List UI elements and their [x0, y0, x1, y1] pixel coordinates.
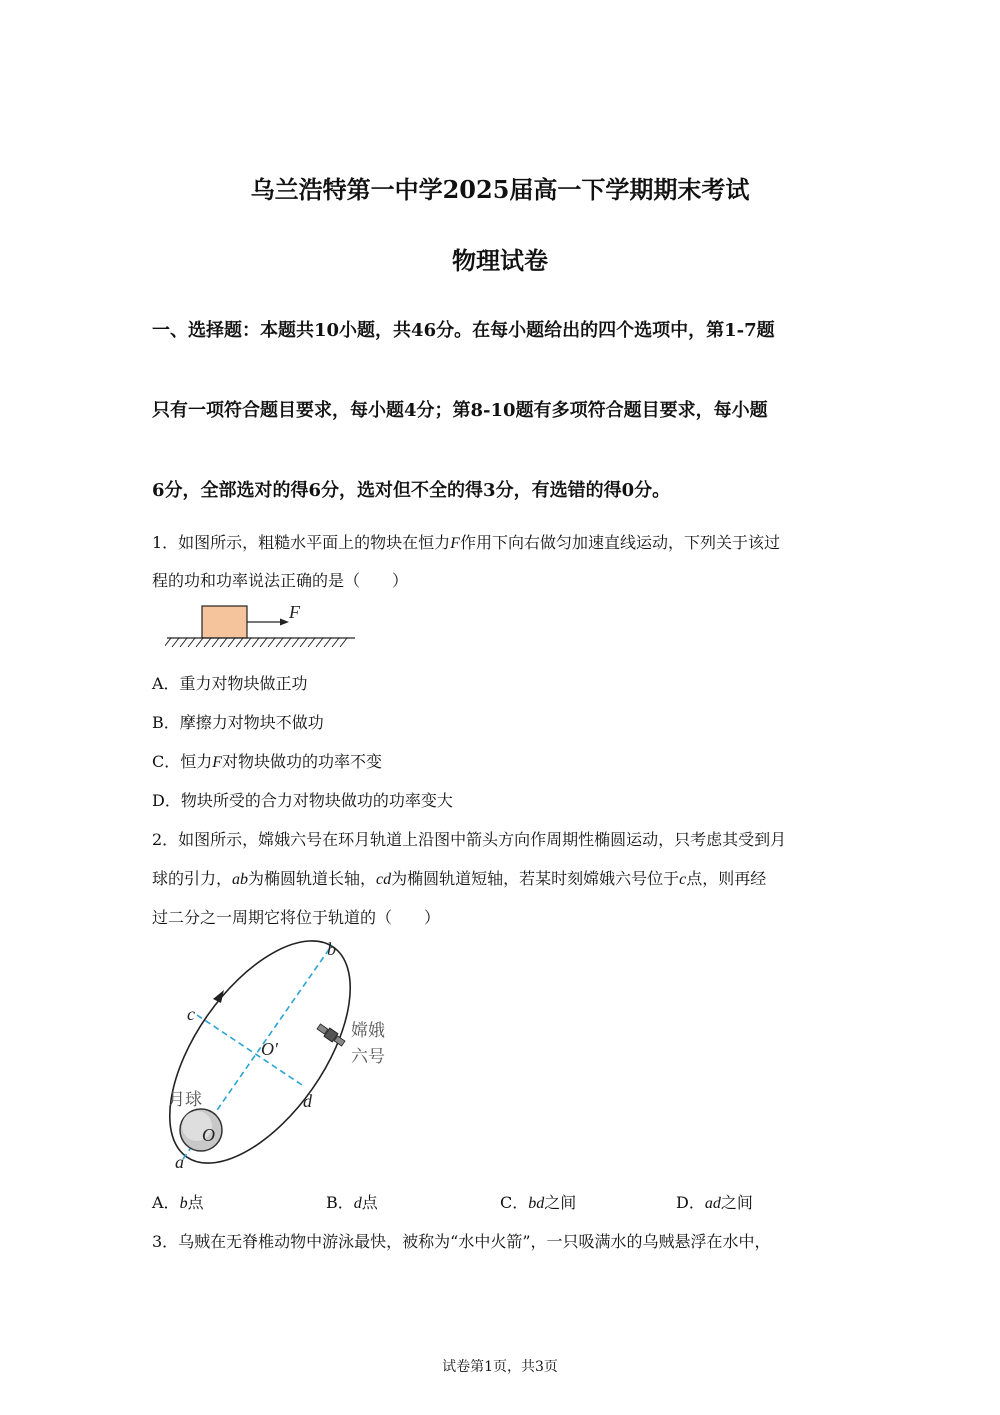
q2-option-b	[326, 1190, 378, 1213]
minor-axis	[197, 1015, 305, 1087]
q1-option-d: D．物块所受的合力对物块做功的功率变大	[152, 791, 453, 810]
direction-arrow	[213, 990, 224, 1003]
label-probe-2: 六号	[351, 1047, 385, 1067]
label-b: b	[327, 939, 336, 959]
q2-option-a	[152, 1190, 204, 1213]
label-probe-1: 嫦娥	[351, 1021, 385, 1041]
hatch-line	[188, 638, 195, 647]
hatch-line	[244, 638, 251, 647]
hatch-line	[300, 638, 307, 647]
block	[202, 606, 247, 638]
q2-optc-text: 之间	[544, 1193, 577, 1212]
q1-text-b: 作用下向右做匀加速直线运动，下列关于该过	[459, 533, 780, 552]
force-arrowhead	[280, 619, 289, 626]
section1-line3: 6分，全部选对的得6分，选对但不全的得3分，有选错的得0分。	[152, 480, 671, 501]
hatch-line	[172, 638, 179, 647]
q2-optc-prefix: C．	[500, 1193, 529, 1212]
section1-line1: 一、选择题：本题共10小题，共46分。在每小题给出的四个选项中，第1-7题	[152, 320, 775, 341]
q2-text-a: 球的引力，	[152, 869, 233, 888]
q2-option-c	[500, 1190, 576, 1213]
q1-line1	[152, 530, 780, 553]
q2-line2	[152, 866, 766, 889]
hatch-line	[180, 638, 187, 647]
q1-optc-a: C．恒力	[152, 752, 213, 771]
q1-option-c	[152, 749, 382, 772]
q2-var-cd: cd	[376, 871, 392, 888]
q2-opta-var: b	[179, 1195, 188, 1212]
force-label: F	[289, 602, 300, 622]
hatch-line	[165, 638, 171, 647]
q1-optc-b: 对物块做功的功率不变	[222, 752, 383, 771]
q2-option-d	[676, 1190, 753, 1213]
q2-opta-prefix: A．	[152, 1193, 180, 1212]
q1-line2: 程的功和功率说法正确的是（ ）	[152, 571, 409, 590]
q2-orbit-figure	[155, 935, 415, 1175]
ground-hatch	[165, 638, 347, 647]
hatch-line	[340, 638, 347, 647]
q2-optb-var: d	[353, 1195, 362, 1212]
q2-var-ab: ab	[232, 871, 249, 888]
q2-optb-prefix: B．	[326, 1193, 354, 1212]
q1-var-f: F	[450, 535, 460, 552]
label-a: a	[175, 1152, 184, 1172]
hatch-line	[292, 638, 299, 647]
hatch-line	[236, 638, 243, 647]
q1-optc-var: F	[212, 754, 223, 771]
hatch-line	[212, 638, 219, 647]
q2-text-c: 为椭圆轨道短轴，若某时刻嫦娥六号位于	[391, 869, 680, 888]
hatch-line	[196, 638, 203, 647]
hatch-line	[252, 638, 259, 647]
q2-var-c: c	[679, 871, 687, 888]
exam-subtitle: 物理试卷	[452, 246, 548, 275]
hatch-line	[308, 638, 315, 647]
hatch-line	[268, 638, 275, 647]
hatch-line	[284, 638, 291, 647]
label-d: d	[303, 1091, 312, 1111]
label-c: c	[187, 1004, 195, 1024]
q2-optd-prefix: D．	[676, 1193, 705, 1212]
exam-title: 乌兰浩特第一中学2025届高一下学期期末考试	[250, 175, 750, 204]
q2-optb-text: 点	[361, 1193, 378, 1212]
q2-text-d: 点，则再经	[686, 869, 767, 888]
q2-optd-text: 之间	[720, 1193, 753, 1212]
q2-optc-var: bd	[528, 1195, 545, 1212]
q1-option-b: B．摩擦力对物块不做功	[152, 713, 324, 732]
q2-optd-var: ad	[704, 1195, 721, 1212]
hatch-line	[324, 638, 331, 647]
hatch-line	[220, 638, 227, 647]
q1-text-a: 1．如图所示，粗糙水平面上的物块在恒力	[152, 533, 451, 552]
q2-line1: 2．如图所示，嫦娥六号在环月轨道上沿图中箭头方向作周期性椭圆运动，只考虑其受到月	[152, 830, 787, 849]
page-footer: 试卷第1页，共3页	[442, 1359, 558, 1375]
hatch-line	[204, 638, 211, 647]
hatch-line	[332, 638, 339, 647]
q2-line3: 过二分之一周期它将位于轨道的（ ）	[152, 908, 441, 927]
label-moon: 月球	[168, 1090, 202, 1110]
hatch-line	[276, 638, 283, 647]
q1-option-a: A．重力对物块做正功	[152, 674, 308, 693]
q2-opta-text: 点	[187, 1193, 204, 1212]
q3-line1: 3．乌贼在无脊椎动物中游泳最快，被称为“水中火箭”，一只吸满水的乌贼悬浮在水中，	[152, 1232, 771, 1251]
section1-line2: 只有一项符合题目要求，每小题4分；第8-10题有多项符合题目要求，每小题	[152, 400, 768, 421]
q2-text-b: 为椭圆轨道长轴，	[248, 869, 377, 888]
label-o: O	[202, 1125, 215, 1145]
hatch-line	[228, 638, 235, 647]
label-o-prime: O′	[261, 1039, 278, 1059]
q1-figure	[165, 600, 365, 652]
hatch-line	[260, 638, 267, 647]
hatch-line	[316, 638, 323, 647]
